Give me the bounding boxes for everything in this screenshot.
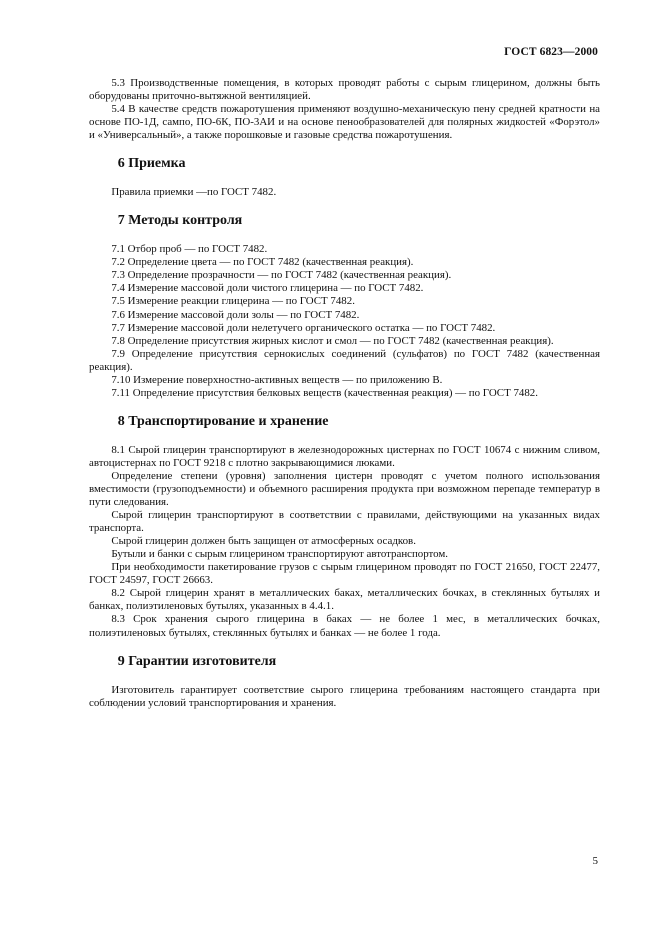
section-8-heading: 8 Транспортирование и хранение (117, 413, 329, 429)
section-6-text: Правила приемки —по ГОСТ 7482. (111, 186, 277, 199)
list-item: 7.8 Определение присутствия жирных кислот и смол — по ГОСТ 7482 (качественная реакция). (111, 334, 554, 347)
paragraph-5-3: 5.3 Производственные помещения, в которых проводят работы с сырым глицерином, должны быть оборудованы приточно-вытяжной вентиляцией. (89, 77, 600, 103)
list-item: 7.5 Измерение реакции глицерина — по ГОСТ 7482. (111, 295, 355, 308)
list-item: 7.10 Измерение поверхностно-активных веществ — по приложению В. (111, 373, 443, 386)
page-number: 5 (592, 855, 598, 867)
list-item: 7.11 Определение присутствия белковых веществ (качественная реакция) — по ГОСТ 7482. (111, 386, 538, 399)
list-item (89, 348, 600, 374)
list-item: 7.6 Измерение массовой доли золы — по ГОСТ 7482. (111, 308, 360, 321)
list-item: 7.2 Определение цвета — по ГОСТ 7482 (качественная реакция). (111, 256, 414, 269)
paragraph-8-1: 8.1 Сырой глицерин транспортируют в железнодорожных цистернах по ГОСТ 10674 с нижним сливом, автоцистернах по ГОСТ 9218 с плотно закрывающимися люками. (89, 443, 600, 469)
list-item: 7.3 Определение прозрачности — по ГОСТ 7482 (качественная реакция). (111, 269, 452, 282)
list-item: 7.4 Измерение массовой доли чистого глицерина — по ГОСТ 7482. (111, 282, 424, 295)
paragraph-5-4: 5.4 В качестве средств пожаротушения применяют воздушно-механическую пену средней кратности на основе ПО-1Д, сампо, ПО-6К, ПО-3АИ и на основе пенообразователей для полярных жидкостей «Форэтол» и «Универсальный», а также порошковые и газовые средства пожаротушения. (89, 103, 600, 142)
section-9-heading: 9 Гарантии изготовителя (117, 653, 277, 669)
methods-list (89, 243, 600, 400)
paragraph-8-2: 8.2 Сырой глицерин хранят в металлических баках, металлических бочках, в стеклянных бутылях и банках, полиэтиленовых бутылях, указанных в 4.4.1. (89, 587, 600, 613)
section-9-text: Изготовитель гарантирует соответствие сырого глицерина требованиям настоящего стандарта при соблюдении условий транспортирования и хранения. (89, 683, 600, 709)
list-item: 7.1 Отбор проб — по ГОСТ 7482. (111, 243, 268, 256)
paragraph-8-3: 8.3 Срок хранения сырого глицерина в баках — не более 1 мес, в металлических бочках, полиэтиленовых бутылях, стеклянных бутылях и банках — не более 1 года. (89, 613, 600, 639)
paragraph-8-1-pack: При необходимости пакетирование грузов с сырым глицерином проводят по ГОСТ 21650, ГОСТ 22477, ГОСТ 24597, ГОСТ 26663. (89, 561, 600, 587)
document-body (89, 77, 600, 710)
paragraph-8-1-fill: Определение степени (уровня) заполнения цистерн проводят с учетом полного использования вместимости (грузоподъемности) и объемного расширения продукта при возможном перепаде температур в пути следования. (89, 469, 600, 509)
section-6-heading: 6 Приемка (117, 156, 186, 172)
paragraph-8-1-rules: Сырой глицерин транспортируют в соответствии с правилами, действующими на указанных видах транспорта. (89, 509, 600, 535)
list-item: 7.7 Измерение массовой доли нелетучего органического остатка — по ГОСТ 7482. (111, 321, 496, 334)
section-7-heading: 7 Методы контроля (117, 213, 243, 229)
paragraph-8-1-precip: Сырой глицерин должен быть защищен от атмосферных осадков. (111, 535, 416, 548)
paragraph-8-1-auto: Бутыли и банки с сырым глицерином транспортируют автотранспортом. (111, 548, 449, 561)
document-header: ГОСТ 6823—2000 (504, 46, 598, 58)
list-item-text: 7.9 Определение присутствия сернокислых соединений (сульфатов) по ГОСТ 7482 (качественная реакция). (89, 347, 600, 373)
